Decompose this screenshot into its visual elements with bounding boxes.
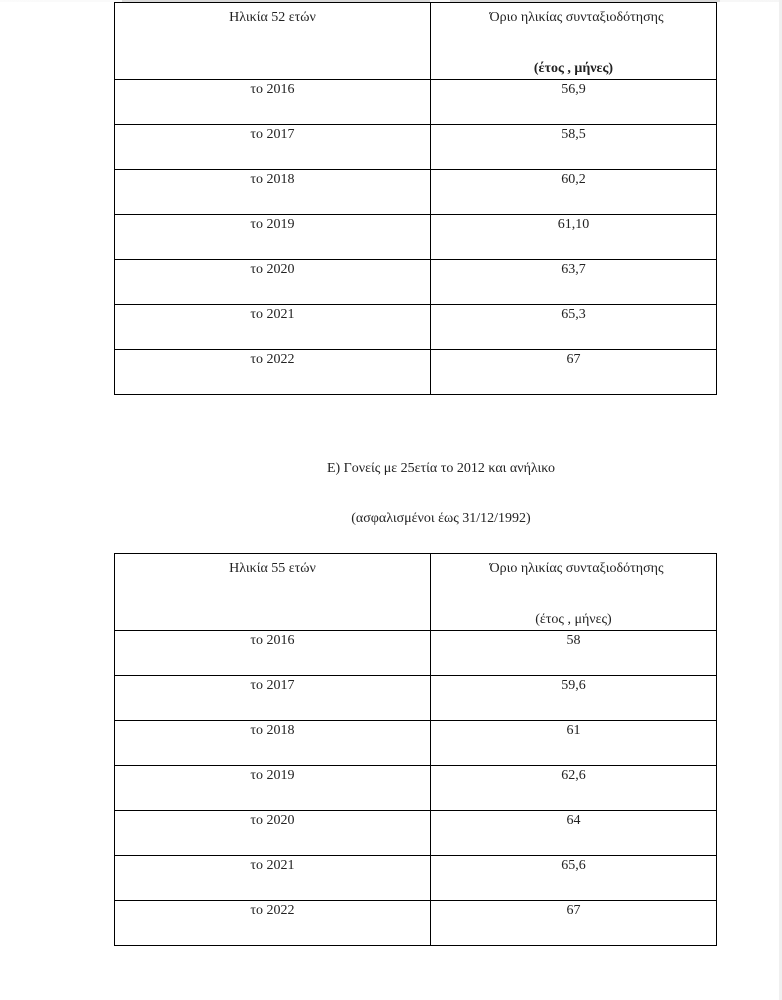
limit-cell: 67: [431, 901, 717, 946]
year-cell: το 2022: [115, 350, 431, 395]
table-row: [115, 856, 717, 901]
table-row: [115, 305, 717, 350]
table-header-row: [115, 554, 717, 631]
limit-cell: 64: [431, 811, 717, 856]
section-subtitle: (ασφαλισμένοι έως 31/12/1992): [351, 511, 531, 526]
table-row: [115, 811, 717, 856]
limit-cell: 67: [431, 350, 717, 395]
table-row: [115, 80, 717, 125]
limit-cell: 58,5: [431, 125, 717, 170]
header-limit-cell: [431, 3, 717, 80]
year-cell: το 2016: [115, 80, 431, 125]
header-limit-label: Όριο ηλικίας συνταξιοδότησης: [489, 10, 664, 25]
table-row: [115, 125, 717, 170]
year-cell: το 2017: [115, 676, 431, 721]
header-age-label: Ηλικία 52 ετών: [229, 10, 316, 25]
year-cell: το 2017: [115, 125, 431, 170]
header-age-cell: [115, 554, 431, 631]
limit-cell: 61: [431, 721, 717, 766]
year-cell: το 2020: [115, 260, 431, 305]
header-units-label: (έτος , μήνες): [533, 61, 614, 76]
retirement-age-table-52: [114, 2, 717, 395]
header-limit-cell: [431, 554, 717, 631]
table-row: [115, 350, 717, 395]
retirement-age-table-55: [114, 553, 717, 946]
limit-cell: 59,6: [431, 676, 717, 721]
year-cell: το 2018: [115, 170, 431, 215]
table-row: [115, 215, 717, 260]
table-header-row: [115, 3, 717, 80]
limit-cell: 62,6: [431, 766, 717, 811]
year-cell: το 2022: [115, 901, 431, 946]
table-row: [115, 631, 717, 676]
year-cell: το 2019: [115, 215, 431, 260]
header-limit-label: Όριο ηλικίας συνταξιοδότησης: [489, 561, 664, 576]
year-cell: το 2019: [115, 766, 431, 811]
header-age-cell: [115, 3, 431, 80]
year-cell: το 2021: [115, 856, 431, 901]
year-cell: το 2020: [115, 811, 431, 856]
limit-cell: 58: [431, 631, 717, 676]
table-row: [115, 260, 717, 305]
year-cell: το 2018: [115, 721, 431, 766]
header-units-label: (έτος , μήνες): [535, 612, 612, 627]
table-row: [115, 901, 717, 946]
table-row: [115, 676, 717, 721]
table-row: [115, 170, 717, 215]
year-cell: το 2016: [115, 631, 431, 676]
table-row: [115, 766, 717, 811]
limit-cell: 65,3: [431, 305, 717, 350]
limit-cell: 65,6: [431, 856, 717, 901]
limit-cell: 63,7: [431, 260, 717, 305]
limit-cell: 60,2: [431, 170, 717, 215]
table-row: [115, 721, 717, 766]
year-cell: το 2021: [115, 305, 431, 350]
header-age-label: Ηλικία 55 ετών: [229, 561, 316, 576]
limit-cell: 61,10: [431, 215, 717, 260]
section-title: Ε) Γονείς με 25ετία το 2012 και ανήλικο: [326, 461, 556, 476]
limit-cell: 56,9: [431, 80, 717, 125]
